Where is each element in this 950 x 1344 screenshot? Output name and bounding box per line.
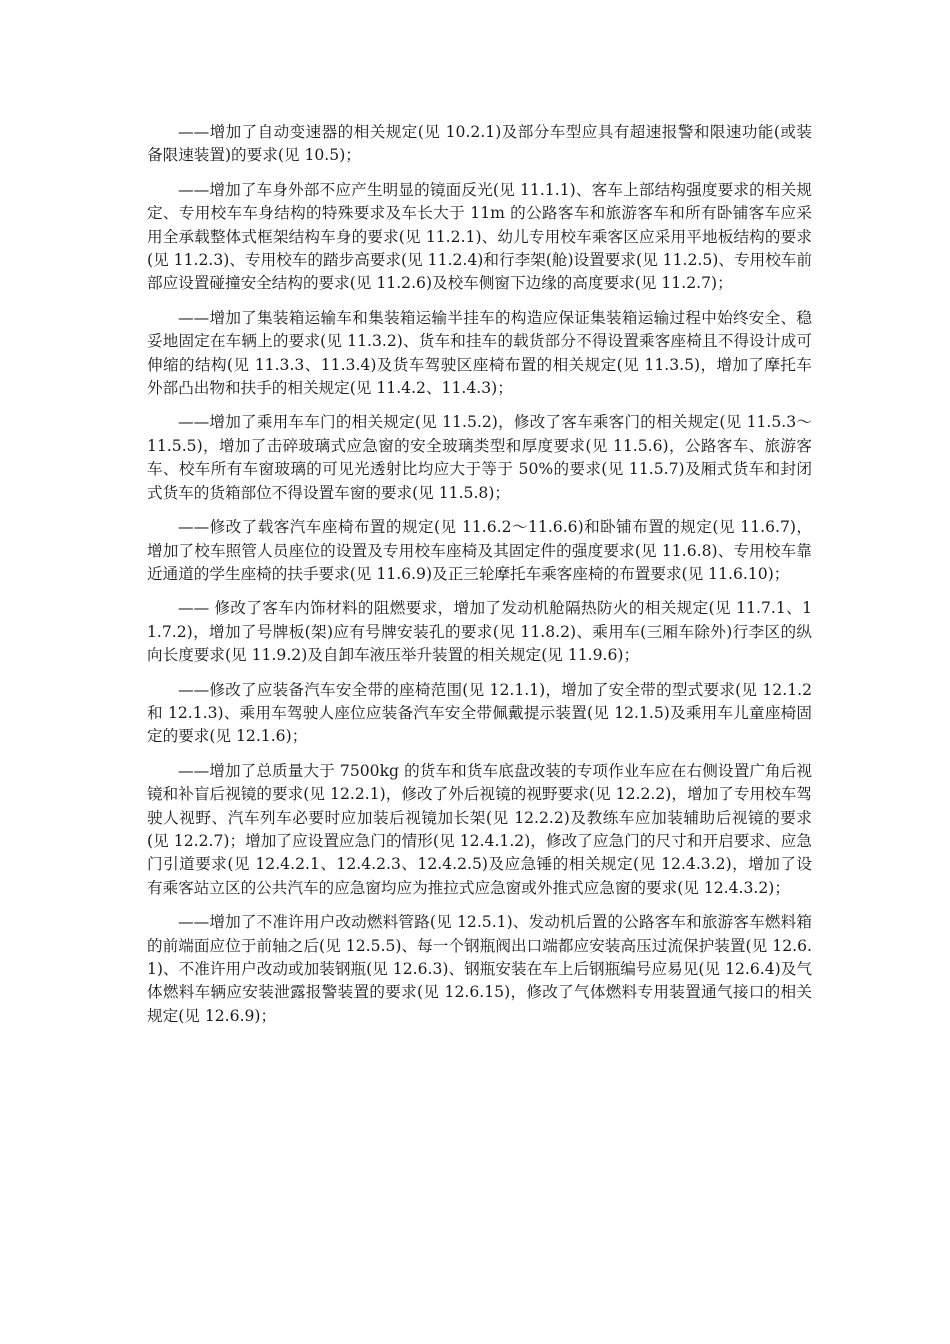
- document-body: [147, 121, 812, 1039]
- paragraph-doors-windows: ——增加了乘用车车门的相关规定(见 11.5.2)，修改了客车乘客门的相关规定(见 11.5.3～11.5.5)，增加了击碎玻璃式应急窗的安全玻璃类型和厚度要求(见 11.5.6)，公路客车、旅游客车、校车所有车窗玻璃的可见光透射比均应大于等于 50%的要求(见 11.5.7)及厢式货车和封闭式货车的货箱部位不得设置车窗的要求(见 11.5.8)；: [147, 413, 812, 502]
- paragraph-fuel-system: ——增加了不准许用户改动燃料管路(见 12.5.1)、发动机后置的公路客车和旅游客车燃料箱的前端面应位于前轴之后(见 12.5.5)、每一个钢瓶阀出口端都应安装高压过流保护装置(见 12.6.1)、不准许用户改动或加装钢瓶(见 12.6.3)、钢瓶安装在车上后钢瓶编号应易见(见 12.6.4)及气体燃料车辆应安装泄露报警装置的要求(见 12.6.15)，修改了气体燃料专用装置通气接口的相关规定(见 12.6.9)；: [147, 913, 812, 1025]
- paragraph-body-structure: ——增加了车身外部不应产生明显的镜面反光(见 11.1.1)、客车上部结构强度要求的相关规定、专用校车车身结构的特殊要求及车长大于 11m 的公路客车和旅游客车和所有卧铺客车应采用全承载整体式框架结构车身的要求(见 11.2.1)、幼儿专用校车乘客区应采用平地板结构的要求(见 11.2.3)、专用校车的踏步高要求(见 11.2.4)和行李架(舱)设置要求(见 11.2.5)、专用校车前部应设置碰撞安全结构的要求(见 11.2.6)及校车侧窗下边缘的高度要求(见 11.2.7)；: [147, 180, 812, 293]
- paragraph-interior-flammability: —— 修改了客车内饰材料的阻燃要求，增加了发动机舱隔热防火的相关规定(见 11.7.1、11.7.2)，增加了号牌板(架)应有号牌安装孔的要求(见 11.8.2)、乘用车(三厢车除外)行李区的纵向长度要求(见 11.9.2)及自卸车液压举升装置的相关规定(见 11.9.6)；: [147, 599, 812, 665]
- paragraph-mirrors-emergency-exits: ——增加了总质量大于 7500kg 的货车和货车底盘改装的专项作业车应在右侧设置广角后视镜和补盲后视镜的要求(见 12.2.1)，修改了外后视镜的视野要求(见 12.2.2)，增加了专用校车驾驶人视野、汽车列车必要时应加装后视镜加长架(见 12.2.2)及教练车应加装辅助后视镜的要求(见 12.2.7)；增加了应设置应急门的情形(见 12.4.1.2)，修改了应急门的尺寸和开启要求、应急门引道要求(见 12.4.2.1、12.4.2.3、12.4.2.5)及应急锤的相关规定(见 12.4.3.2)，增加了设有乘客站立区的公共汽车的应急窗均应为推拉式应急窗或外推式应急窗的要求(见 12.4.3.2)；: [147, 761, 812, 897]
- paragraph-seat-layout: ——修改了载客汽车座椅布置的规定(见 11.6.2～11.6.6)和卧铺布置的规定(见 11.6.7)，增加了校车照管人员座位的设置及专用校车座椅及其固定件的强度要求(见 11.6.8)、专用校车靠近通道的学生座椅的扶手要求(见 11.6.9)及正三轮摩托车乘客座椅的布置要求(见 11.6.10)；: [147, 518, 812, 583]
- paragraph-container-cargo: ——增加了集装箱运输车和集装箱运输半挂车的构造应保证集装箱运输过程中始终安全、稳妥地固定在车辆上的要求(见 11.3.2)、货车和挂车的载货部分不得设置乘客座椅且不得设计成可伸缩的结构(见 11.3.3、11.3.4)及货车驾驶区座椅布置的相关规定(见 11.3.5)，增加了摩托车外部凸出物和扶手的相关规定(见 11.4.2、11.4.3)；: [147, 308, 812, 398]
- paragraph-transmission-speed-limit: ——增加了自动变速器的相关规定(见 10.2.1)及部分车型应具有超速报警和限速功能(或装备限速装置)的要求(见 10.5)；: [147, 123, 812, 165]
- paragraph-seat-belts: ——修改了应装备汽车安全带的座椅范围(见 12.1.1)，增加了安全带的型式要求(见 12.1.2 和 12.1.3)、乘用车驾驶人座位应装备汽车安全带佩戴提示装置(见 12.1.5)及乘用车儿童座椅固定的要求(见 12.1.6)；: [147, 680, 812, 746]
